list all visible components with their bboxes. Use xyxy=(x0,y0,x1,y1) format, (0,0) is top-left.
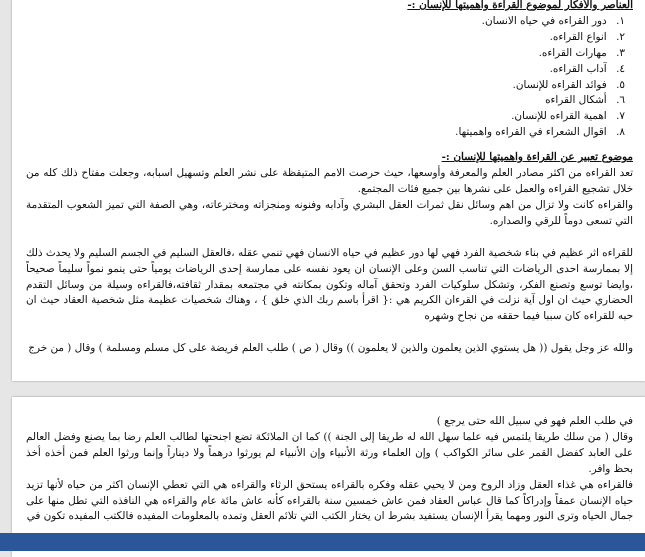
list-item: ١. دور القراءه في حياه الانسان. xyxy=(481,14,625,27)
list-item: ٦. أشكال القراءه xyxy=(545,94,625,107)
paragraph: تعد القراءه من اكثر مصادر العلم والمعرفة وأوسعها، حيث حرصت الامم المتيقظة على نشر العلم وتسهيل اسبابه، وجعلت مفتاح ذلك كله من خلال تشجيع القراءه والعمل على نشرها بين جميع فئات المجتمع. xyxy=(26,167,633,195)
list-item: ٨. اقوال الشعراء في القراءه واهميتها. xyxy=(455,126,625,139)
paragraph: في طلب العلم فهو في سبيل الله حتى يرجع ) xyxy=(436,415,633,427)
paragraph: والله عز وجل يقول (( هل يستوي الذين يعلمون والذين لا يعلمون )) وقال ( ص ) طلب العلم فريضة على كل مسلم ومسلمة ) وقال ( من خرج xyxy=(28,342,633,355)
essay-heading: موضوع تعبير عن القراءة واهميتها للإنسان :- xyxy=(441,151,633,164)
paragraph: فالقراءه هي غذاء العقل وزاد الروح ومن لا يحيي عقله وفكره بالقراءه يستحق الرثاء والقراءه هي التي تعطي الإنسان اكثر من حياه لأنها تزيد حياه الإنسان عمقاً وإدراكاً كما قال عباس العقاد فمن عاش خمسين سنة بالقراءه كأنه عاش مائة عام والقراءه هي النافذه التي تطل منها على جمال الحياه وترى النور ومهما يقرأ الإنسان يستفيد بشرط ان يختار الكتب التي تلائم العقل وتمده بالمعلومات المفيده فالكتب المفيده تكون في xyxy=(26,478,633,523)
page-2-text[interactable] xyxy=(26,414,633,525)
list-item: ٣. مهارات القراءه. xyxy=(538,46,625,59)
paragraph: للقراءه اثر عظيم في بناء شخصية الفرد فهي لها دور عظيم في حياه الانسان فهي تنمي عقله ،فالعقل السليم في الجسم السليم ولا يحدث ذلك إلا بممارسة احدى الرياضات التي تناسب السن وعلى الإنسان ان يعود نفسه على ممارسة إحدى الرياضات يومياً حتى ينمو نمواً سليماً صحيحاً ،وايضا توسع وتصنع الفكر، وتشكل سلوكيات الفرد وتحقق آماله وتكون بمكانته في مجتمعه بمقدار ثقافته،فالقراءه وسيلة من وسائل التقدم الحضاري حيث ان اول آية نزلت في القرءان الكريم هي :{ اقرأ باسم ربك الذي خلق } ، وهناك شخصيات عظيمة مثل شخصية العقاد حيث ان حبه للقراءه كان سببا فيما حققه من نجاح وشهره xyxy=(26,246,633,323)
list-item: ٢. انواع القراءه. xyxy=(549,30,625,43)
paragraph: وقال ( من سلك طريقا يلتمس فيه علما سهل الله له طريقا إلى الجنة )) كما ان الملائكة تضع اجنحتها لطالب العلم رضا بما يصنع وفضل العالم على العابد كفضل القمر على سائر الكواكب ) وإن العلماء ورثة الأنبياء وإن الأنبياء لم يورثوا درهماً ولا ديناراً وإنما ورثوا العلم فمن أخذه أخذ بحظ وافر. xyxy=(26,430,633,475)
elements-list xyxy=(26,14,633,141)
page-1-text[interactable] xyxy=(26,0,633,357)
paragraph: والقراءه كانت ولا تزال من اهم وسائل نقل ثمرات العقل البشري وآدابه وفنونه ومنجزاته ومخترعاته، وهي الصفة التي تميز الشعوب المتقدمة التي تسعى دوماً للرقي والصداره. xyxy=(26,198,633,227)
status-bar xyxy=(0,533,645,551)
list-item: ٧. اهمية القراءه للإنسان. xyxy=(511,110,625,123)
elements-heading: العناصر والأفكار لموضوع القراءة واهميتها للإنسان :- xyxy=(407,0,633,11)
document-page-1 xyxy=(12,0,645,381)
list-item: ٥. فوائد القراءه للإنسان. xyxy=(512,78,625,91)
list-item: ٤. آداب القراءه. xyxy=(549,62,625,75)
